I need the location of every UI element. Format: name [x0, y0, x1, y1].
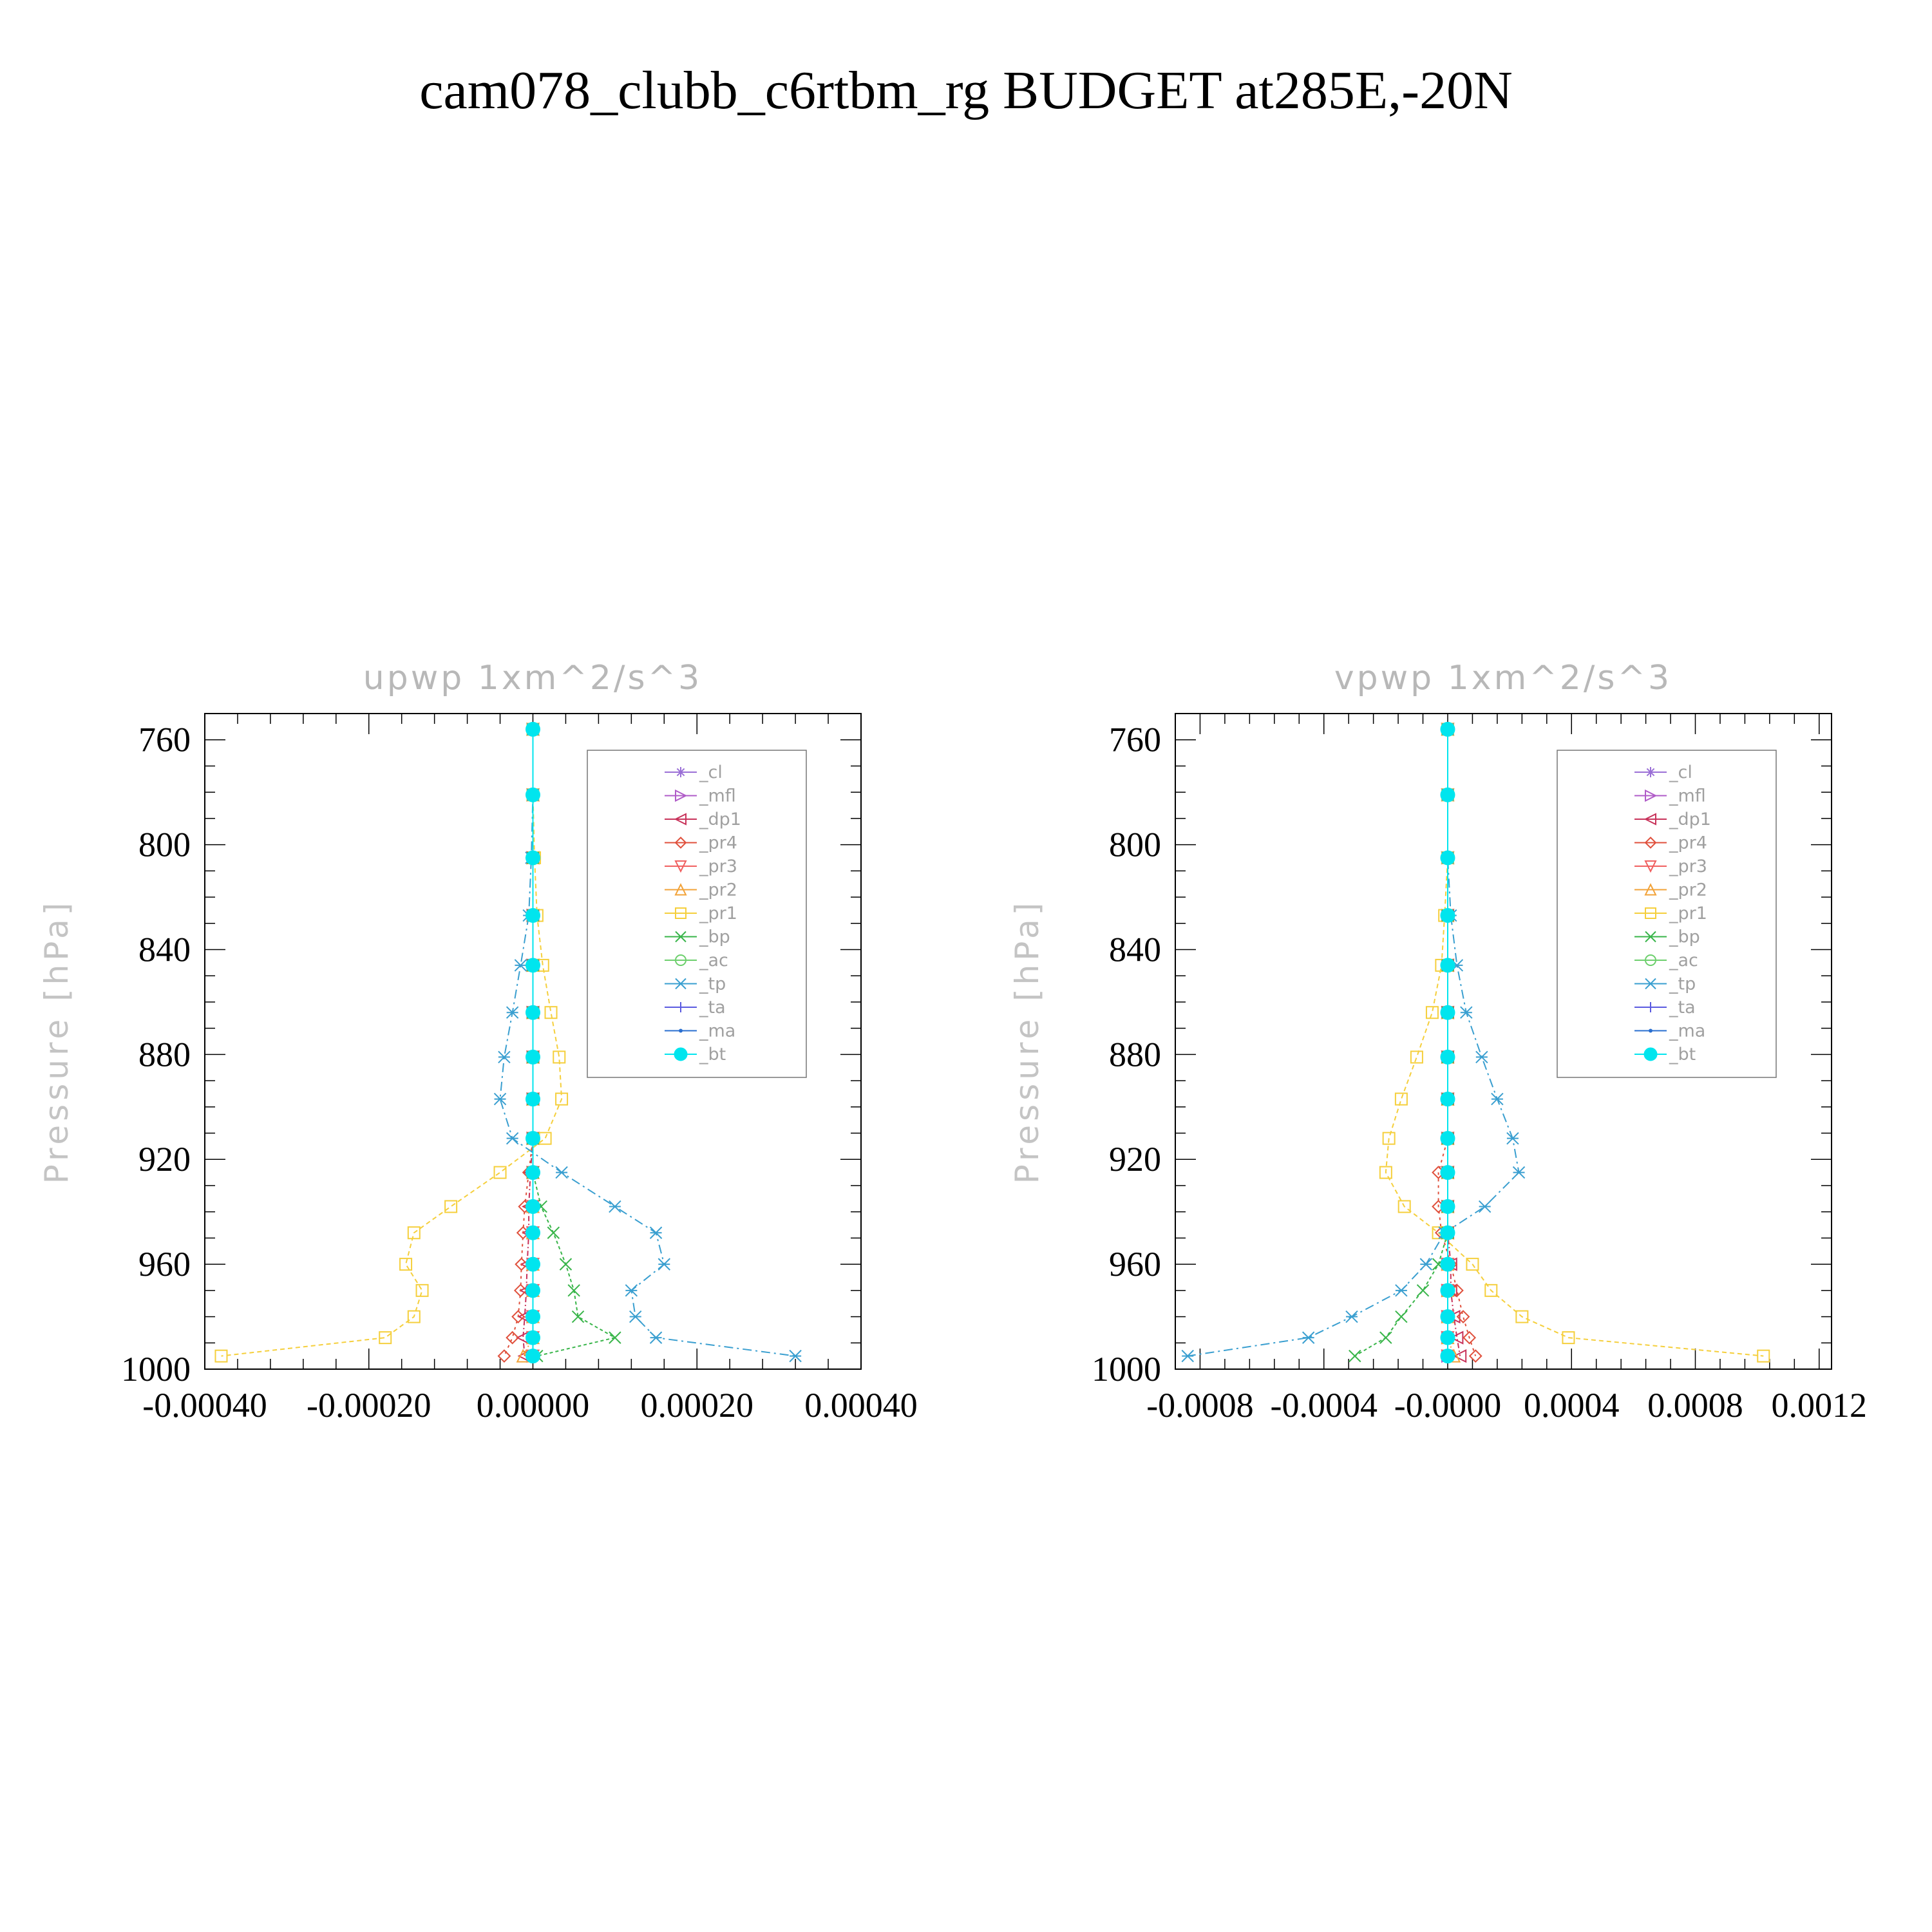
data-point-tp [1303, 1332, 1314, 1343]
x-tick-label: -0.0008 [1146, 1386, 1254, 1425]
data-point-bt [1441, 958, 1455, 972]
legend-marker-cl [1645, 767, 1656, 777]
data-point-pr1 [417, 1285, 428, 1296]
legend-label-bt: _bt [699, 1045, 726, 1065]
y-tick-label: 920 [1109, 1140, 1161, 1179]
legend-marker-bt [674, 1048, 687, 1061]
data-point-pr1 [215, 1350, 227, 1362]
data-point-bt [526, 1226, 540, 1240]
data-point-bt [1441, 788, 1455, 802]
data-point-pr4 [1470, 1350, 1481, 1362]
data-point-tp [556, 1167, 567, 1179]
data-point-pr1 [1411, 1051, 1423, 1063]
y-tick-label: 760 [138, 720, 191, 759]
series-bp [527, 723, 621, 1361]
data-point-bt [526, 1092, 540, 1106]
data-point-tp [498, 1051, 510, 1063]
data-point-bt [1441, 1092, 1455, 1106]
x-tick-label: 0.00000 [476, 1386, 590, 1425]
y-tick-label: 880 [138, 1035, 191, 1074]
data-point-tp [1476, 1051, 1488, 1063]
legend-marker-ma [1649, 1029, 1653, 1033]
data-point-bp [1349, 1350, 1361, 1362]
x-tick-label: -0.00020 [307, 1386, 431, 1425]
data-point-pr1 [545, 1007, 557, 1018]
y-tick-label: 920 [138, 1140, 191, 1179]
y-axis-label: Pressure [hPa] [38, 898, 75, 1184]
data-point-pr1 [1396, 1094, 1407, 1105]
legend-marker-ma [679, 1029, 683, 1033]
legend-label-cl: _cl [1669, 762, 1692, 782]
data-point-tp [650, 1332, 662, 1343]
series-line-bp [533, 729, 615, 1356]
data-point-bp [1396, 1311, 1407, 1323]
data-point-bt [526, 851, 540, 865]
series-bt [1441, 722, 1455, 1363]
x-tick-label: 0.0012 [1771, 1386, 1868, 1425]
data-point-bp [573, 1311, 584, 1323]
data-point-bt [526, 958, 540, 972]
data-point-bt [526, 1331, 540, 1345]
panel-upwp [38, 659, 918, 1425]
series-pr1 [215, 723, 567, 1361]
data-point-bt [1441, 1349, 1455, 1363]
data-point-tp [650, 1227, 662, 1238]
series-line-tp [500, 729, 796, 1356]
data-point-bt [1441, 851, 1455, 865]
data-point-tp [507, 1133, 518, 1144]
data-point-tp [658, 1258, 670, 1270]
data-point-pr1 [495, 1167, 506, 1179]
legend-label-dp1: _dp1 [699, 810, 741, 829]
data-point-pr1 [400, 1258, 412, 1270]
data-point-bt [526, 909, 540, 923]
x-tick-label: 0.0004 [1523, 1386, 1620, 1425]
data-point-bt [1441, 1283, 1455, 1298]
data-point-bt [526, 722, 540, 736]
legend-label-ac: _ac [1669, 951, 1698, 971]
legend-label-bp: _bp [699, 927, 730, 947]
legend-marker-tp [1645, 979, 1656, 989]
x-tick-label: -0.0000 [1394, 1386, 1502, 1425]
data-point-bp [568, 1285, 580, 1296]
panel-vpwp [1009, 659, 1867, 1425]
legend-label-cl: _cl [699, 762, 723, 782]
legend-marker-ta [676, 1002, 686, 1012]
data-point-bt [526, 1257, 540, 1271]
legend-label-pr4: _pr4 [699, 833, 737, 853]
data-point-bt [526, 1283, 540, 1298]
series-line-pr1 [222, 729, 562, 1356]
legend-label-ac: _ac [699, 951, 728, 971]
legend [587, 750, 806, 1077]
data-point-bt [526, 1050, 540, 1064]
y-tick-label: 840 [1109, 930, 1161, 969]
figure-title: cam078_clubb_c6rtbm_rg BUDGET at285E,-20N [419, 61, 1513, 120]
data-point-bt [526, 1132, 540, 1146]
x-tick-label: 0.00040 [804, 1386, 918, 1425]
legend-label-bt: _bt [1669, 1045, 1696, 1065]
legend-label-mfl: _mfl [699, 786, 736, 806]
y-tick-label: 840 [138, 930, 191, 969]
data-point-bt [1441, 1132, 1455, 1146]
legend-marker-bt [1644, 1048, 1657, 1061]
legend-label-pr3: _pr3 [699, 857, 737, 876]
series-bp [1349, 723, 1454, 1361]
data-point-bp [547, 1227, 559, 1238]
y-axis-label: Pressure [hPa] [1009, 898, 1046, 1184]
legend-label-pr2: _pr2 [1669, 880, 1707, 900]
data-point-pr1 [540, 1133, 551, 1144]
legend-marker-cl [676, 767, 686, 777]
y-tick-label: 880 [1109, 1035, 1161, 1074]
data-point-tp [1507, 1133, 1519, 1144]
series-tp [495, 723, 802, 1361]
legend-label-ta: _ta [1669, 998, 1696, 1018]
data-point-bt [1441, 1310, 1455, 1324]
y-tick-label: 960 [1109, 1245, 1161, 1284]
data-point-pr1 [445, 1201, 457, 1213]
y-tick-label: 960 [138, 1245, 191, 1284]
series-bt [526, 722, 540, 1363]
series-line-bp [1355, 729, 1448, 1356]
plot-frame [1175, 714, 1832, 1369]
panel-title: vpwp 1xm^2/s^3 [1334, 659, 1672, 697]
data-point-bt [1441, 1200, 1455, 1214]
legend-label-tp: _tp [1669, 974, 1696, 994]
data-point-bp [1380, 1332, 1392, 1343]
legend-label-tp: _tp [699, 974, 726, 994]
data-point-bt [1441, 1257, 1455, 1271]
data-point-tp [507, 1007, 518, 1018]
legend-label-pr2: _pr2 [699, 880, 737, 900]
data-point-bt [1441, 1005, 1455, 1019]
data-point-bt [526, 788, 540, 802]
legend-label-bp: _bp [1669, 927, 1700, 947]
legend-label-ta: _ta [699, 998, 726, 1018]
data-point-tp [1396, 1285, 1407, 1296]
legend-label-ma: _ma [1669, 1021, 1706, 1041]
legend-label-dp1: _dp1 [1669, 810, 1711, 829]
data-point-tp [515, 960, 526, 971]
legend-label-pr3: _pr3 [1669, 857, 1707, 876]
data-point-tp [1420, 1258, 1432, 1270]
data-point-tp [625, 1285, 637, 1296]
data-point-bt [526, 1349, 540, 1363]
x-tick-label: -0.00040 [142, 1386, 267, 1425]
data-point-bt [1441, 1166, 1455, 1180]
data-point-tp [1461, 1007, 1472, 1018]
y-tick-label: 760 [1109, 720, 1161, 759]
data-point-tp [1492, 1094, 1503, 1105]
data-point-bt [526, 1310, 540, 1324]
data-point-tp [1479, 1201, 1491, 1213]
panel-title: upwp 1xm^2/s^3 [363, 659, 703, 697]
x-tick-label: -0.0004 [1270, 1386, 1378, 1425]
legend-marker-tp [676, 979, 686, 989]
data-point-tp [1346, 1311, 1358, 1323]
legend-marker-ta [1645, 1002, 1656, 1012]
data-point-tp [1513, 1167, 1525, 1179]
legend-label-ma: _ma [699, 1021, 736, 1041]
x-tick-label: 0.00020 [640, 1386, 753, 1425]
data-point-bt [526, 1200, 540, 1214]
legend-label-mfl: _mfl [1669, 786, 1706, 806]
legend-label-pr1: _pr1 [699, 904, 737, 923]
legend [1557, 750, 1776, 1077]
data-point-tp [609, 1201, 621, 1213]
data-point-bt [526, 1166, 540, 1180]
y-tick-label: 1000 [121, 1350, 191, 1388]
data-point-bt [526, 1005, 540, 1019]
data-point-bp [609, 1332, 621, 1343]
legend-label-pr1: _pr1 [1669, 904, 1707, 923]
data-point-bt [1441, 1331, 1455, 1345]
legend-label-pr4: _pr4 [1669, 833, 1707, 853]
data-point-bp [1417, 1285, 1429, 1296]
data-point-bt [1441, 1050, 1455, 1064]
y-tick-label: 800 [138, 825, 191, 864]
y-tick-label: 800 [1109, 825, 1161, 864]
x-tick-label: 0.0008 [1647, 1386, 1743, 1425]
data-point-bt [1441, 909, 1455, 923]
data-point-tp [630, 1311, 641, 1323]
data-point-tp [1182, 1350, 1193, 1362]
data-point-bp [560, 1258, 571, 1270]
data-point-pr1 [1426, 1007, 1438, 1018]
data-point-dp1 [1454, 1350, 1466, 1362]
data-point-bt [1441, 1226, 1455, 1240]
y-tick-label: 1000 [1092, 1350, 1161, 1388]
data-point-bt [1441, 722, 1455, 736]
